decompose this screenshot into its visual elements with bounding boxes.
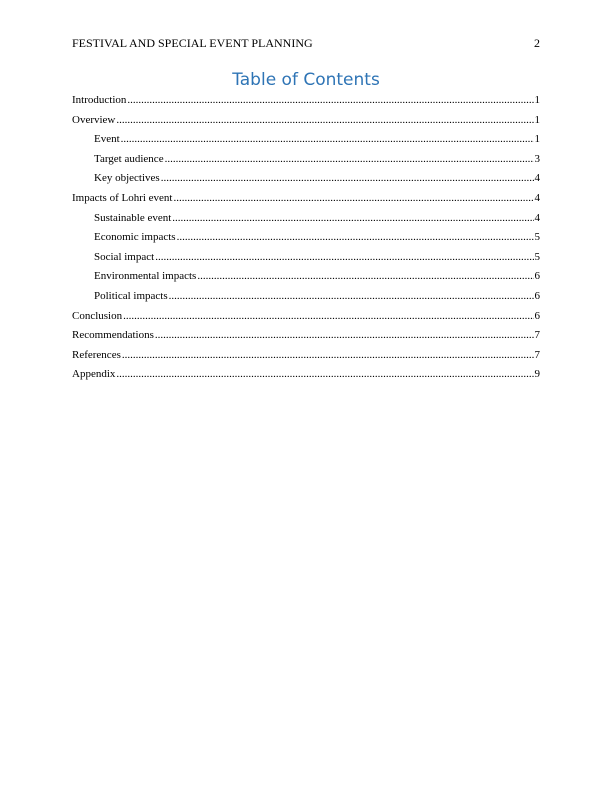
toc-dot-leader [123, 307, 533, 327]
toc-entry-label: Overview [72, 113, 116, 126]
toc-entry[interactable] [72, 307, 540, 327]
toc-entry-label: References [72, 348, 121, 361]
toc-dot-leader [116, 365, 533, 385]
toc-entry-page: 1 [534, 113, 540, 126]
toc-entry[interactable] [72, 150, 540, 170]
toc-entry[interactable] [72, 91, 540, 111]
toc-entry-label: Target audience [94, 152, 164, 165]
toc-entry[interactable] [72, 209, 540, 229]
toc-entry-page: 3 [534, 152, 540, 165]
toc-dot-leader [155, 326, 534, 346]
toc-entry[interactable] [72, 287, 540, 307]
toc-entry-label: Environmental impacts [94, 270, 197, 283]
toc-entry[interactable] [72, 365, 540, 385]
toc-entry-page: 4 [534, 211, 540, 224]
running-title: FESTIVAL AND SPECIAL EVENT PLANNING [72, 36, 313, 50]
toc-dot-leader [169, 287, 534, 307]
toc-entry-label: Appendix [72, 368, 116, 381]
toc-entry[interactable] [72, 111, 540, 131]
toc-entry-label: Sustainable event [94, 211, 172, 224]
toc-entry-label: Key objectives [94, 172, 160, 185]
toc-entry-page: 6 [534, 309, 540, 322]
toc-dot-leader [165, 150, 534, 170]
toc-entry-page: 9 [534, 368, 540, 381]
toc-entry-page: 5 [534, 250, 540, 263]
toc-entry[interactable] [72, 228, 540, 248]
toc-entry[interactable] [72, 326, 540, 346]
page-header [72, 36, 540, 50]
toc-entry-label: Social impact [94, 250, 155, 263]
toc-entry-label: Introduction [72, 94, 127, 106]
toc-entry[interactable] [72, 130, 540, 150]
toc-dot-leader [127, 91, 533, 111]
toc-entry-page: 4 [534, 191, 540, 204]
toc-entry-label: Political impacts [94, 289, 168, 302]
toc-entry[interactable] [72, 169, 540, 189]
toc-list [72, 91, 540, 385]
toc-dot-leader [155, 248, 533, 268]
toc-entry-page: 4 [534, 172, 540, 185]
toc-entry-page: 6 [534, 289, 540, 302]
toc-entry-label: Recommendations [72, 329, 154, 342]
toc-dot-leader [172, 209, 533, 229]
toc-dot-leader [161, 169, 534, 189]
toc-entry-label: Event [94, 133, 120, 146]
toc-entry-page: 1 [534, 133, 540, 146]
toc-entry-page: 7 [534, 329, 540, 342]
toc-entry-label: Impacts of Lohri event [72, 191, 173, 204]
toc-entry[interactable] [72, 189, 540, 209]
toc-entry-label: Economic impacts [94, 231, 176, 244]
toc-entry-page: 7 [534, 348, 540, 361]
toc-entry-page: 1 [534, 94, 540, 106]
toc-dot-leader [174, 189, 534, 209]
toc-dot-leader [122, 346, 534, 366]
toc-title: Table of Contents [232, 70, 380, 90]
page-number: 2 [534, 36, 540, 50]
toc-dot-leader [197, 267, 533, 287]
toc-entry[interactable] [72, 267, 540, 287]
toc-dot-leader [121, 130, 534, 150]
toc-entry-page: 6 [534, 270, 540, 283]
toc-dot-leader [116, 111, 533, 131]
toc-entry[interactable] [72, 346, 540, 366]
toc-entry-page: 5 [534, 231, 540, 244]
toc-entry[interactable] [72, 248, 540, 268]
toc-entry-label: Conclusion [72, 309, 123, 322]
toc-dot-leader [177, 228, 534, 248]
